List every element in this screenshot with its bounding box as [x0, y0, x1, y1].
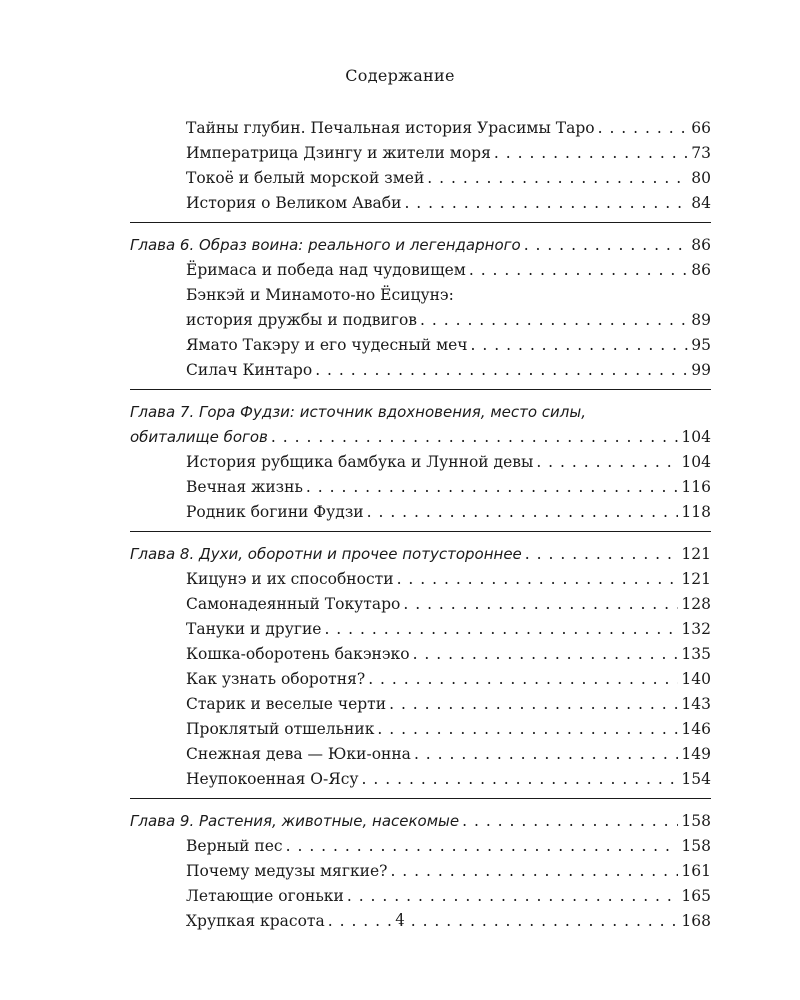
toc-entry[interactable] [130, 166, 711, 191]
entry-title: Как узнать оборотня? [186, 670, 366, 688]
entry-page: 95 [691, 336, 711, 354]
toc-entry[interactable] [130, 567, 711, 592]
chapter-page: 121 [681, 545, 711, 563]
toc-entry[interactable] [130, 358, 711, 383]
chapter-title: Глава 6. Образ воина: реального и легендарного [130, 236, 521, 254]
toc-entry[interactable] [130, 500, 711, 525]
entry-page: 99 [691, 361, 711, 379]
toc-entry[interactable] [130, 333, 711, 358]
dot-leader [389, 692, 678, 717]
entry-title: Снежная дева — Юки-онна [186, 745, 411, 763]
dot-leader [315, 358, 688, 383]
toc-entry[interactable] [130, 717, 711, 742]
table-of-contents [130, 116, 711, 940]
dot-leader [525, 542, 679, 567]
entry-page: 116 [681, 478, 711, 496]
chapter-page: 158 [681, 812, 711, 830]
entry-title: Верный пес [186, 837, 283, 855]
entry-title: Почему медузы мягкие? [186, 862, 388, 880]
entry-page: 154 [681, 770, 711, 788]
dot-leader [377, 717, 678, 742]
chapter-page: 104 [681, 428, 711, 446]
chapter-title-line1[interactable]: Глава 7. Гора Фудзи: источник вдохновения, место силы, [130, 403, 586, 421]
entry-title: Силач Кинтаро [186, 361, 313, 379]
dot-leader [494, 141, 688, 166]
entry-title: Проклятый отшельник [186, 720, 375, 738]
toc-group [130, 116, 711, 222]
entry-page: 118 [681, 503, 711, 521]
entry-page: 89 [691, 311, 711, 329]
entry-title: Старик и веселые черти [186, 695, 387, 713]
toc-entry[interactable] [130, 834, 711, 859]
chapter-heading[interactable] [130, 425, 711, 450]
entry-page: 143 [681, 695, 711, 713]
dot-leader [598, 116, 689, 141]
entry-title: Токоё и белый морской змей [186, 169, 425, 187]
entry-page: 121 [681, 570, 711, 588]
entry-title: История рубщика бамбука и Лунной девы [186, 453, 534, 471]
entry-page: 135 [681, 645, 711, 663]
dot-leader [368, 667, 678, 692]
entry-page: 84 [691, 194, 711, 212]
toc-entry[interactable] [130, 742, 711, 767]
toc-entry[interactable] [130, 450, 711, 475]
entry-title: Летающие огоньки [186, 887, 344, 905]
toc-entry[interactable] [130, 692, 711, 717]
toc-entry[interactable] [130, 141, 711, 166]
entry-page: 132 [681, 620, 711, 638]
entry-page: 104 [681, 453, 711, 471]
toc-entry[interactable] [130, 191, 711, 216]
dot-leader [427, 166, 688, 191]
dot-leader [347, 884, 679, 909]
chapter-heading[interactable] [130, 542, 711, 567]
chapter-page: 86 [691, 236, 711, 254]
dot-leader [367, 500, 679, 525]
chapter-heading[interactable] [130, 809, 711, 834]
dot-leader [324, 617, 678, 642]
dot-leader [469, 258, 688, 283]
entry-title: Тануки и другие [186, 620, 322, 638]
toc-entry[interactable] [130, 667, 711, 692]
dot-leader [462, 809, 678, 834]
dot-leader [471, 333, 689, 358]
chapter-title: Глава 9. Растения, животные, насекомые [130, 812, 460, 830]
toc-group [130, 222, 711, 389]
entry-page: 165 [681, 887, 711, 905]
entry-title: Ёримаса и победа над чудовищем [186, 261, 466, 279]
toc-entry[interactable] [130, 592, 711, 617]
dot-leader [404, 191, 688, 216]
entry-title: Тайны глубин. Печальная история Урасимы Таро [186, 119, 595, 137]
entry-page: 128 [681, 595, 711, 613]
entry-page: 73 [691, 144, 711, 162]
toc-entry[interactable] [130, 258, 711, 283]
toc-entry[interactable] [130, 475, 711, 500]
toc-entry[interactable] [130, 642, 711, 667]
entry-title: Неупокоенная О-Ясу [186, 770, 359, 788]
dot-leader [414, 742, 678, 767]
chapter-title: Глава 8. Духи, оборотни и прочее потустороннее [130, 545, 522, 563]
page-number: 4 [395, 910, 405, 928]
dot-leader [536, 450, 678, 475]
entry-title: Кошка-оборотень бакэнэко [186, 645, 410, 663]
dot-leader [286, 834, 679, 859]
entry-page: 86 [691, 261, 711, 279]
entry-page: 149 [681, 745, 711, 763]
entry-page: 168 [681, 912, 711, 930]
dot-leader [420, 308, 688, 333]
entry-title: Вечная жизнь [186, 478, 303, 496]
dot-leader [271, 425, 679, 450]
dot-leader [524, 233, 689, 258]
entry-page: 66 [691, 119, 711, 137]
running-header: Содержание [345, 66, 455, 85]
dot-leader [390, 859, 678, 884]
toc-entry[interactable] [130, 767, 711, 792]
entry-title: История о Великом Аваби [186, 194, 402, 212]
chapter-heading[interactable] [130, 233, 711, 258]
chapter-title: обиталище богов [130, 428, 268, 446]
entry-title: Ямато Такэру и его чудесный меч [186, 336, 468, 354]
entry-title-line1[interactable]: Бэнкэй и Минамото-но Ёсицунэ: [186, 286, 454, 304]
entry-page: 146 [681, 720, 711, 738]
dot-leader [306, 475, 679, 500]
entry-title: история дружбы и подвигов [186, 311, 418, 329]
dot-leader [362, 767, 679, 792]
toc-group [130, 389, 711, 531]
toc-entry[interactable] [130, 884, 711, 909]
toc-group [130, 531, 711, 798]
dot-leader [413, 642, 679, 667]
toc-entry[interactable] [130, 859, 711, 884]
dot-leader [403, 592, 678, 617]
toc-entry[interactable] [130, 617, 711, 642]
toc-entry[interactable] [130, 308, 711, 333]
entry-title: Родник богини Фудзи [186, 503, 364, 521]
dot-leader [397, 567, 679, 592]
entry-page: 158 [681, 837, 711, 855]
entry-title: Самонадеянный Токутаро [186, 595, 401, 613]
entry-page: 140 [681, 670, 711, 688]
entry-title: Хрупкая красота [186, 912, 325, 930]
entry-title: Императрица Дзингу и жители моря [186, 144, 491, 162]
entry-page: 80 [691, 169, 711, 187]
entry-title: Кицунэ и их способности [186, 570, 394, 588]
toc-entry[interactable] [130, 116, 711, 141]
entry-page: 161 [681, 862, 711, 880]
